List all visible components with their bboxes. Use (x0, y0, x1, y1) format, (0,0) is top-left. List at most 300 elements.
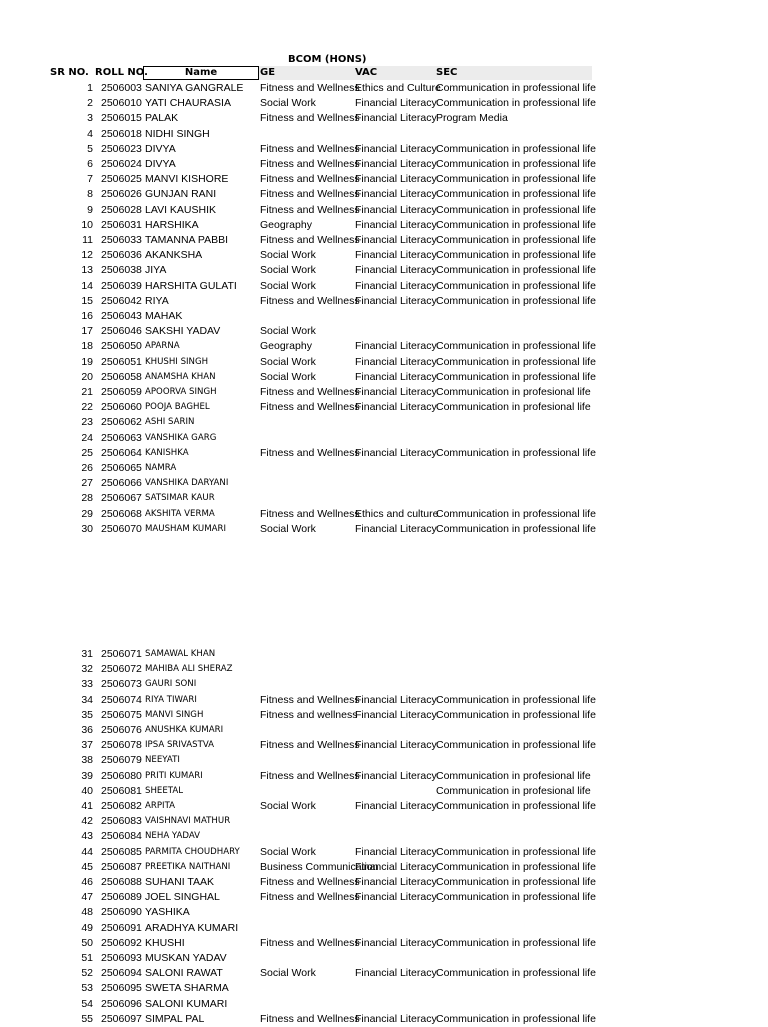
sec-cell[interactable]: Communication in professional life (436, 739, 596, 752)
sec-cell[interactable]: Communication in professional life (436, 340, 596, 353)
roll-cell[interactable]: 2506063 (101, 431, 142, 444)
table-row (0, 921, 768, 936)
table-row (0, 981, 768, 996)
roll-cell[interactable]: 2506018 (101, 127, 142, 140)
roll-cell[interactable]: 2506058 (101, 370, 142, 383)
ge-cell[interactable]: Fitness and Wellness (260, 739, 360, 752)
sr-cell[interactable]: 14 (81, 279, 93, 292)
vac-cell[interactable]: Financial Literacy (355, 355, 437, 368)
table-row (0, 127, 768, 142)
sr-cell[interactable]: 30 (81, 522, 93, 535)
roll-cell[interactable]: 2506093 (101, 952, 142, 964)
sec-cell[interactable]: Communication in professional life (436, 203, 596, 216)
roll-cell[interactable]: 2506083 (101, 815, 142, 828)
sr-cell[interactable]: 34 (81, 693, 93, 706)
name-cell[interactable]: DIVYA (145, 158, 176, 170)
ge-cell[interactable]: Fitness and Wellness (260, 507, 360, 520)
table-row (0, 81, 768, 96)
sr-cell[interactable]: 50 (81, 936, 93, 949)
roll-cell[interactable]: 2506038 (101, 264, 142, 277)
ge-cell[interactable]: Fitness and Wellness (260, 769, 360, 782)
name-cell[interactable]: VANSHIKA DARYANI (145, 478, 229, 489)
vac-cell[interactable]: Financial Literacy (355, 891, 437, 904)
sec-cell[interactable]: Communication in professional life (436, 97, 596, 110)
sr-cell[interactable]: 2 (87, 97, 93, 110)
sr-cell[interactable]: 18 (81, 340, 93, 353)
name-cell[interactable]: JIYA (145, 264, 167, 277)
table-row (0, 723, 768, 738)
sr-cell[interactable]: 12 (81, 249, 93, 262)
vac-cell[interactable]: Financial Literacy (355, 279, 437, 292)
roll-cell[interactable]: 2506043 (101, 310, 142, 322)
roll-cell[interactable]: 2506089 (101, 891, 142, 904)
sr-cell[interactable]: 3 (87, 112, 93, 125)
sr-cell[interactable]: 7 (87, 173, 93, 186)
sr-cell[interactable]: 55 (81, 1012, 93, 1025)
roll-cell[interactable]: 2506072 (101, 663, 142, 676)
sr-cell[interactable]: 47 (81, 891, 93, 904)
sec-cell[interactable]: Communication in professional life (436, 936, 596, 949)
vac-cell[interactable]: Financial Literacy (355, 173, 437, 186)
ge-cell[interactable]: Fitness and Wellness (260, 188, 360, 201)
sr-cell[interactable]: 48 (81, 906, 93, 919)
name-cell[interactable]: KHUSHI (145, 936, 185, 949)
vac-cell[interactable]: Financial Literacy (355, 446, 437, 459)
roll-cell[interactable]: 2506046 (101, 325, 142, 338)
roll-cell[interactable]: 2506088 (101, 876, 142, 888)
name-cell[interactable]: LAVI KAUSHIK (145, 203, 216, 216)
ge-cell[interactable]: Fitness and Wellness (260, 112, 360, 125)
table-row (0, 693, 768, 708)
table-row (0, 522, 768, 537)
roll-cell[interactable]: 2506026 (101, 188, 142, 201)
name-cell[interactable]: MAUSHAM KUMARI (145, 523, 227, 534)
roll-cell[interactable]: 2506060 (101, 401, 142, 414)
roll-cell[interactable]: 2506062 (101, 416, 142, 429)
sr-cell[interactable]: 38 (81, 754, 93, 767)
vac-cell[interactable]: Ethics and culture (355, 507, 439, 520)
name-cell[interactable]: MANVI KISHORE (145, 173, 229, 186)
name-cell[interactable]: MAHAK (145, 310, 183, 322)
name-cell[interactable]: ARADHYA KUMARI (145, 921, 239, 934)
header-sr-no: SR NO. (50, 67, 89, 78)
roll-cell[interactable]: 2506070 (101, 522, 142, 535)
name-cell[interactable]: HARSHIKA (145, 218, 199, 231)
vac-cell[interactable]: Financial Literacy (355, 112, 437, 125)
sr-cell[interactable]: 24 (81, 431, 93, 444)
sr-cell[interactable]: 52 (81, 967, 93, 980)
table-row (0, 339, 768, 354)
sec-cell[interactable]: Communication in professional life (436, 279, 596, 292)
vac-cell[interactable]: Financial Literacy (355, 97, 437, 110)
sr-cell[interactable]: 51 (81, 952, 93, 964)
sec-cell[interactable]: Communication in professional life (436, 693, 596, 706)
name-cell[interactable]: PREETIKA NAITHANI (145, 861, 231, 872)
sr-cell[interactable]: 8 (87, 188, 93, 201)
vac-cell[interactable]: Financial Literacy (355, 294, 437, 307)
sr-cell[interactable]: 10 (81, 218, 93, 231)
sec-cell[interactable]: Communication in professional life (436, 249, 596, 262)
roll-cell[interactable]: 2506064 (101, 446, 142, 459)
name-cell[interactable]: HARSHITA GULATI (145, 279, 237, 292)
name-cell[interactable]: POOJA BAGHEL (145, 402, 210, 413)
name-cell[interactable]: NEHA YADAV (145, 831, 201, 842)
name-cell[interactable]: PARMITA CHOUDHARY (145, 846, 240, 857)
name-cell[interactable]: DIVYA (145, 142, 176, 155)
name-cell[interactable]: NEEYATI (145, 755, 180, 766)
ge-cell[interactable]: Social Work (260, 800, 316, 812)
ge-cell[interactable]: Fitness and Wellness (260, 936, 360, 949)
roll-cell[interactable]: 2506080 (101, 769, 142, 782)
sr-cell[interactable]: 39 (81, 769, 93, 782)
sr-cell[interactable]: 43 (81, 830, 93, 843)
sec-cell[interactable]: Communication in professional life (436, 845, 596, 858)
vac-cell[interactable]: Financial Literacy (355, 142, 437, 155)
vac-cell[interactable]: Financial Literacy (355, 370, 437, 383)
name-cell[interactable]: YASHIKA (145, 906, 190, 919)
sec-cell[interactable]: Communication in profesional life (436, 769, 591, 782)
roll-cell[interactable]: 2506023 (101, 142, 142, 155)
sr-cell[interactable]: 23 (81, 416, 93, 429)
roll-cell[interactable]: 2506074 (101, 693, 142, 706)
sec-cell[interactable]: Communication in professional life (436, 218, 596, 231)
vac-cell[interactable]: Financial Literacy (355, 203, 437, 216)
name-cell[interactable]: MUSKAN YADAV (145, 952, 227, 964)
name-cell[interactable]: SWETA SHARMA (145, 982, 229, 995)
sr-cell[interactable]: 6 (87, 158, 93, 170)
roll-cell[interactable]: 2506084 (101, 830, 142, 843)
name-cell[interactable]: SHEETAL (145, 785, 184, 796)
vac-cell[interactable]: Financial Literacy (355, 967, 437, 980)
sec-cell[interactable]: Communication in professional life (436, 507, 596, 520)
ge-cell[interactable]: Fitness and Wellness (260, 1012, 360, 1025)
roll-cell[interactable]: 2506015 (101, 112, 142, 125)
sec-cell[interactable]: Communication in professional life (436, 294, 596, 307)
ge-cell[interactable]: Fitness and Wellness (260, 173, 360, 186)
roll-cell[interactable]: 2506003 (101, 82, 142, 94)
vac-cell[interactable]: Financial Literacy (355, 522, 437, 535)
name-cell[interactable]: ANAMSHA KHAN (145, 371, 216, 382)
sec-cell[interactable]: Communication in professional life (436, 800, 596, 812)
sr-cell[interactable]: 29 (81, 507, 93, 520)
sr-cell[interactable]: 49 (81, 921, 93, 934)
roll-cell[interactable]: 2506097 (101, 1012, 142, 1025)
name-cell[interactable]: PRITI KUMARI (145, 770, 203, 781)
sec-cell[interactable]: Communication in professional life (436, 355, 596, 368)
sec-cell[interactable]: Program Media (436, 112, 508, 125)
sr-cell[interactable]: 33 (81, 678, 93, 691)
name-cell[interactable]: NIDHI SINGH (145, 127, 210, 140)
ge-cell[interactable]: Fitness and Wellness (260, 158, 360, 170)
sr-cell[interactable]: 44 (81, 845, 93, 858)
ge-cell[interactable]: Fitness and Wellness (260, 234, 360, 246)
name-cell[interactable]: VANSHIKA GARG (145, 432, 217, 443)
sr-cell[interactable]: 17 (81, 325, 93, 338)
ge-cell[interactable]: Social Work (260, 249, 316, 262)
roll-cell[interactable]: 2506096 (101, 997, 142, 1010)
roll-cell[interactable]: 2506039 (101, 279, 142, 292)
ge-cell[interactable]: Geography (260, 218, 312, 231)
ge-cell[interactable]: Social Work (260, 845, 316, 858)
vac-cell[interactable]: Ethics and Culture (355, 82, 441, 94)
sec-cell[interactable]: Communication in professional life (436, 142, 596, 155)
sr-cell[interactable]: 45 (81, 860, 93, 873)
vac-cell[interactable]: Financial Literacy (355, 845, 437, 858)
roll-cell[interactable]: 2506082 (101, 800, 142, 812)
vac-cell[interactable]: Financial Literacy (355, 693, 437, 706)
ge-cell[interactable]: Fitness and Wellness (260, 142, 360, 155)
roll-cell[interactable]: 2506031 (101, 218, 142, 231)
sr-cell[interactable]: 37 (81, 739, 93, 752)
roll-cell[interactable]: 2506073 (101, 678, 142, 691)
ge-cell[interactable]: Fitness and Wellness (260, 401, 360, 414)
sec-cell[interactable]: Communication in professional life (436, 446, 596, 459)
table-row (0, 507, 768, 522)
name-cell[interactable]: APOORVA SINGH (145, 387, 217, 397)
table-row (0, 324, 768, 339)
header-ge: GE (260, 67, 276, 78)
ge-cell[interactable]: Social Work (260, 355, 316, 368)
sec-cell[interactable]: Communication in professional life (436, 82, 596, 94)
sr-cell[interactable]: 28 (81, 492, 93, 505)
roll-cell[interactable]: 2506085 (101, 845, 142, 858)
sr-cell[interactable]: 36 (81, 724, 93, 736)
vac-cell[interactable]: Financial Literacy (355, 769, 437, 782)
ge-cell[interactable]: Social Work (260, 279, 316, 292)
header-sec: SEC (436, 67, 458, 78)
table-row (0, 860, 768, 875)
name-cell[interactable]: KANISHKA (145, 447, 189, 458)
name-cell[interactable]: PALAK (145, 112, 179, 125)
ge-cell[interactable]: Fitness and Wellness (260, 891, 360, 904)
vac-cell[interactable]: Financial Literacy (355, 218, 437, 231)
roll-cell[interactable]: 2506042 (101, 294, 142, 307)
sec-cell[interactable]: Communication in professional life (436, 522, 596, 535)
roll-cell[interactable]: 2506090 (101, 906, 142, 919)
name-cell[interactable]: ASHI SARIN (145, 417, 195, 428)
sr-cell[interactable]: 25 (81, 446, 93, 459)
vac-cell[interactable]: Financial Literacy (355, 158, 437, 170)
sec-cell[interactable]: Communication in professional life (436, 188, 596, 201)
sec-cell[interactable]: Communication in professional life (436, 876, 596, 888)
ge-cell[interactable]: Fitness and Wellness (260, 82, 360, 94)
sr-cell[interactable]: 15 (81, 294, 93, 307)
ge-cell[interactable]: Business Communication (260, 860, 379, 873)
roll-cell[interactable]: 2506092 (101, 936, 142, 949)
sr-cell[interactable]: 46 (81, 876, 93, 888)
roll-cell[interactable]: 2506036 (101, 249, 142, 262)
vac-cell[interactable]: Financial Literacy (355, 386, 437, 398)
name-cell[interactable]: JOEL SINGHAL (145, 891, 220, 904)
table-row (0, 784, 768, 799)
ge-cell[interactable]: Fitness and Wellness (260, 386, 360, 398)
vac-cell[interactable]: Financial Literacy (355, 800, 437, 812)
vac-cell[interactable]: Financial Literacy (355, 264, 437, 277)
sr-cell[interactable]: 27 (81, 477, 93, 490)
sr-cell[interactable]: 22 (81, 401, 93, 414)
sr-cell[interactable]: 32 (81, 663, 93, 676)
roll-cell[interactable]: 2506095 (101, 982, 142, 995)
name-cell[interactable]: MAHIBA ALI SHERAZ (145, 664, 233, 675)
table-row (0, 218, 768, 233)
sec-cell[interactable]: Communication in profesional life (436, 386, 591, 398)
vac-cell[interactable]: Financial Literacy (355, 234, 437, 246)
ge-cell[interactable]: Social Work (260, 522, 316, 535)
vac-cell[interactable]: Financial Literacy (355, 340, 437, 353)
sr-cell[interactable]: 21 (81, 386, 93, 398)
ge-cell[interactable]: Geography (260, 340, 312, 353)
sec-cell[interactable]: Communication in professional life (436, 891, 596, 904)
sr-cell[interactable]: 20 (81, 370, 93, 383)
table-row (0, 96, 768, 111)
roll-cell[interactable]: 2506079 (101, 754, 142, 767)
roll-cell[interactable]: 2506028 (101, 203, 142, 216)
roll-cell[interactable]: 2506071 (101, 648, 142, 660)
name-cell[interactable]: SIMPAL PAL (145, 1012, 205, 1025)
sr-cell[interactable]: 16 (81, 310, 93, 322)
roll-cell[interactable]: 2506076 (101, 724, 142, 736)
sec-cell[interactable]: Communication in professional life (436, 860, 596, 873)
sec-cell[interactable]: Communication in professional life (436, 234, 596, 246)
ge-cell[interactable]: Social Work (260, 370, 316, 383)
sr-cell[interactable]: 9 (87, 203, 93, 216)
name-cell[interactable]: IPSA SRIVASTVA (145, 740, 215, 751)
name-cell[interactable]: SAMAWAL KHAN (145, 649, 216, 659)
name-cell[interactable]: SALONI KUMARI (145, 997, 228, 1010)
table-row (0, 890, 768, 905)
sr-cell[interactable]: 41 (81, 800, 93, 812)
name-cell[interactable]: NAMRA (145, 463, 177, 473)
ge-cell[interactable]: Fitness and Wellness (260, 693, 360, 706)
ge-cell[interactable]: Social Work (260, 264, 316, 277)
name-cell[interactable]: SALONI RAWAT (145, 967, 223, 980)
sr-cell[interactable]: 40 (81, 784, 93, 797)
name-cell[interactable]: GUNJAN RANI (145, 188, 217, 201)
table-row (0, 753, 768, 768)
roll-cell[interactable]: 2506033 (101, 234, 142, 246)
roll-cell[interactable]: 2506066 (101, 477, 142, 490)
sr-cell[interactable]: 11 (82, 234, 93, 246)
table-row (0, 1012, 768, 1027)
roll-cell[interactable]: 2506051 (101, 355, 142, 368)
table-row (0, 461, 768, 476)
sr-cell[interactable]: 54 (81, 997, 93, 1010)
roll-cell[interactable]: 2506067 (101, 492, 142, 505)
table-row (0, 951, 768, 966)
sec-cell[interactable]: Communication in professional life (436, 708, 596, 721)
header-name-selected-cell[interactable]: Name (143, 66, 259, 80)
ge-cell[interactable]: Fitness and Wellness (260, 294, 360, 307)
table-row (0, 187, 768, 202)
sr-cell[interactable]: 5 (87, 142, 93, 155)
vac-cell[interactable]: Financial Literacy (355, 936, 437, 949)
name-cell[interactable]: SAKSHI YADAV (145, 325, 221, 338)
roll-cell[interactable]: 2506094 (101, 967, 142, 980)
ge-cell[interactable]: Fitness and wellness (260, 708, 358, 721)
roll-cell[interactable]: 2506091 (101, 921, 142, 934)
vac-cell[interactable]: Financial Literacy (355, 249, 437, 262)
ge-cell[interactable]: Fitness and Wellness (260, 876, 360, 888)
name-cell[interactable]: SANIYA GANGRALE (145, 82, 244, 94)
roll-cell[interactable]: 2506025 (101, 173, 142, 186)
sec-cell[interactable]: Communication in professional life (436, 173, 596, 186)
sec-cell[interactable]: Communication in professional life (436, 264, 596, 277)
name-cell[interactable]: ANUSHKA KUMARI (145, 725, 224, 735)
roll-cell[interactable]: 2506050 (101, 340, 142, 353)
name-cell[interactable]: SUHANI TAAK (145, 876, 215, 888)
roll-cell[interactable]: 2506068 (101, 507, 142, 520)
ge-cell[interactable]: Social Work (260, 325, 316, 338)
sec-cell[interactable]: Communication in profesional life (436, 401, 591, 414)
ge-cell[interactable]: Social Work (260, 97, 316, 110)
vac-cell[interactable]: Financial Literacy (355, 876, 437, 888)
name-cell[interactable]: AKANKSHA (145, 249, 203, 262)
name-cell[interactable]: GAURI SONI (145, 679, 197, 690)
roll-cell[interactable]: 2506065 (101, 462, 142, 474)
table-row (0, 738, 768, 753)
vac-cell[interactable]: Financial Literacy (355, 1012, 437, 1025)
name-cell[interactable]: KHUSHI SINGH (145, 356, 209, 367)
roll-cell[interactable]: 2506059 (101, 386, 142, 398)
sec-cell[interactable]: Communication in professional life (436, 370, 596, 383)
vac-cell[interactable]: Financial Literacy (355, 708, 437, 721)
sr-cell[interactable]: 19 (81, 355, 93, 368)
header-band (258, 66, 592, 80)
ge-cell[interactable]: Fitness and Wellness (260, 203, 360, 216)
name-cell[interactable]: MANVI SINGH (145, 709, 204, 720)
sec-cell[interactable]: Communication in professional life (436, 967, 596, 980)
roll-cell[interactable]: 2506024 (101, 158, 142, 170)
sr-cell[interactable]: 35 (81, 708, 93, 721)
name-cell[interactable]: TAMANNA PABBI (145, 234, 229, 246)
roll-cell[interactable]: 2506081 (101, 784, 142, 797)
sec-cell[interactable]: Communication in profesional life (436, 784, 591, 797)
name-cell[interactable]: APARNA (145, 341, 180, 352)
ge-cell[interactable]: Social Work (260, 967, 316, 980)
sr-cell[interactable]: 1 (87, 82, 93, 94)
sr-cell[interactable]: 26 (81, 462, 93, 474)
ge-cell[interactable]: Fitness and Wellness (260, 446, 360, 459)
sr-cell[interactable]: 53 (81, 982, 93, 995)
vac-cell[interactable]: Financial Literacy (355, 860, 437, 873)
sr-cell[interactable]: 13 (81, 264, 93, 277)
sr-cell[interactable]: 4 (87, 127, 93, 140)
vac-cell[interactable]: Financial Literacy (355, 739, 437, 752)
roll-cell[interactable]: 2506087 (101, 860, 142, 873)
sec-cell[interactable]: Communication in professional life (436, 1012, 596, 1025)
roll-cell[interactable]: 2506075 (101, 708, 142, 721)
roll-cell[interactable]: 2506078 (101, 739, 142, 752)
sr-cell[interactable]: 31 (81, 648, 93, 660)
table-row (0, 769, 768, 784)
table-row (0, 829, 768, 844)
vac-cell[interactable]: Financial Literacy (355, 401, 437, 414)
name-cell[interactable]: VAISHNAVI MATHUR (145, 816, 231, 827)
table-row (0, 400, 768, 415)
name-cell[interactable]: AKSHITA VERMA (145, 508, 215, 519)
name-cell[interactable]: YATI CHAURASIA (145, 97, 231, 110)
sec-cell[interactable]: Communication in professional life (436, 158, 596, 170)
table-row (0, 997, 768, 1012)
name-cell[interactable]: ARPITA (145, 801, 176, 811)
roll-cell[interactable]: 2506010 (101, 97, 142, 110)
sr-cell[interactable]: 42 (81, 815, 93, 828)
vac-cell[interactable]: Financial Literacy (355, 188, 437, 201)
name-cell[interactable]: RIYA TIWARI (145, 694, 197, 705)
name-cell[interactable]: RIYA (145, 294, 169, 307)
table-row (0, 294, 768, 309)
name-cell[interactable]: SATSIMAR KAUR (145, 493, 215, 504)
